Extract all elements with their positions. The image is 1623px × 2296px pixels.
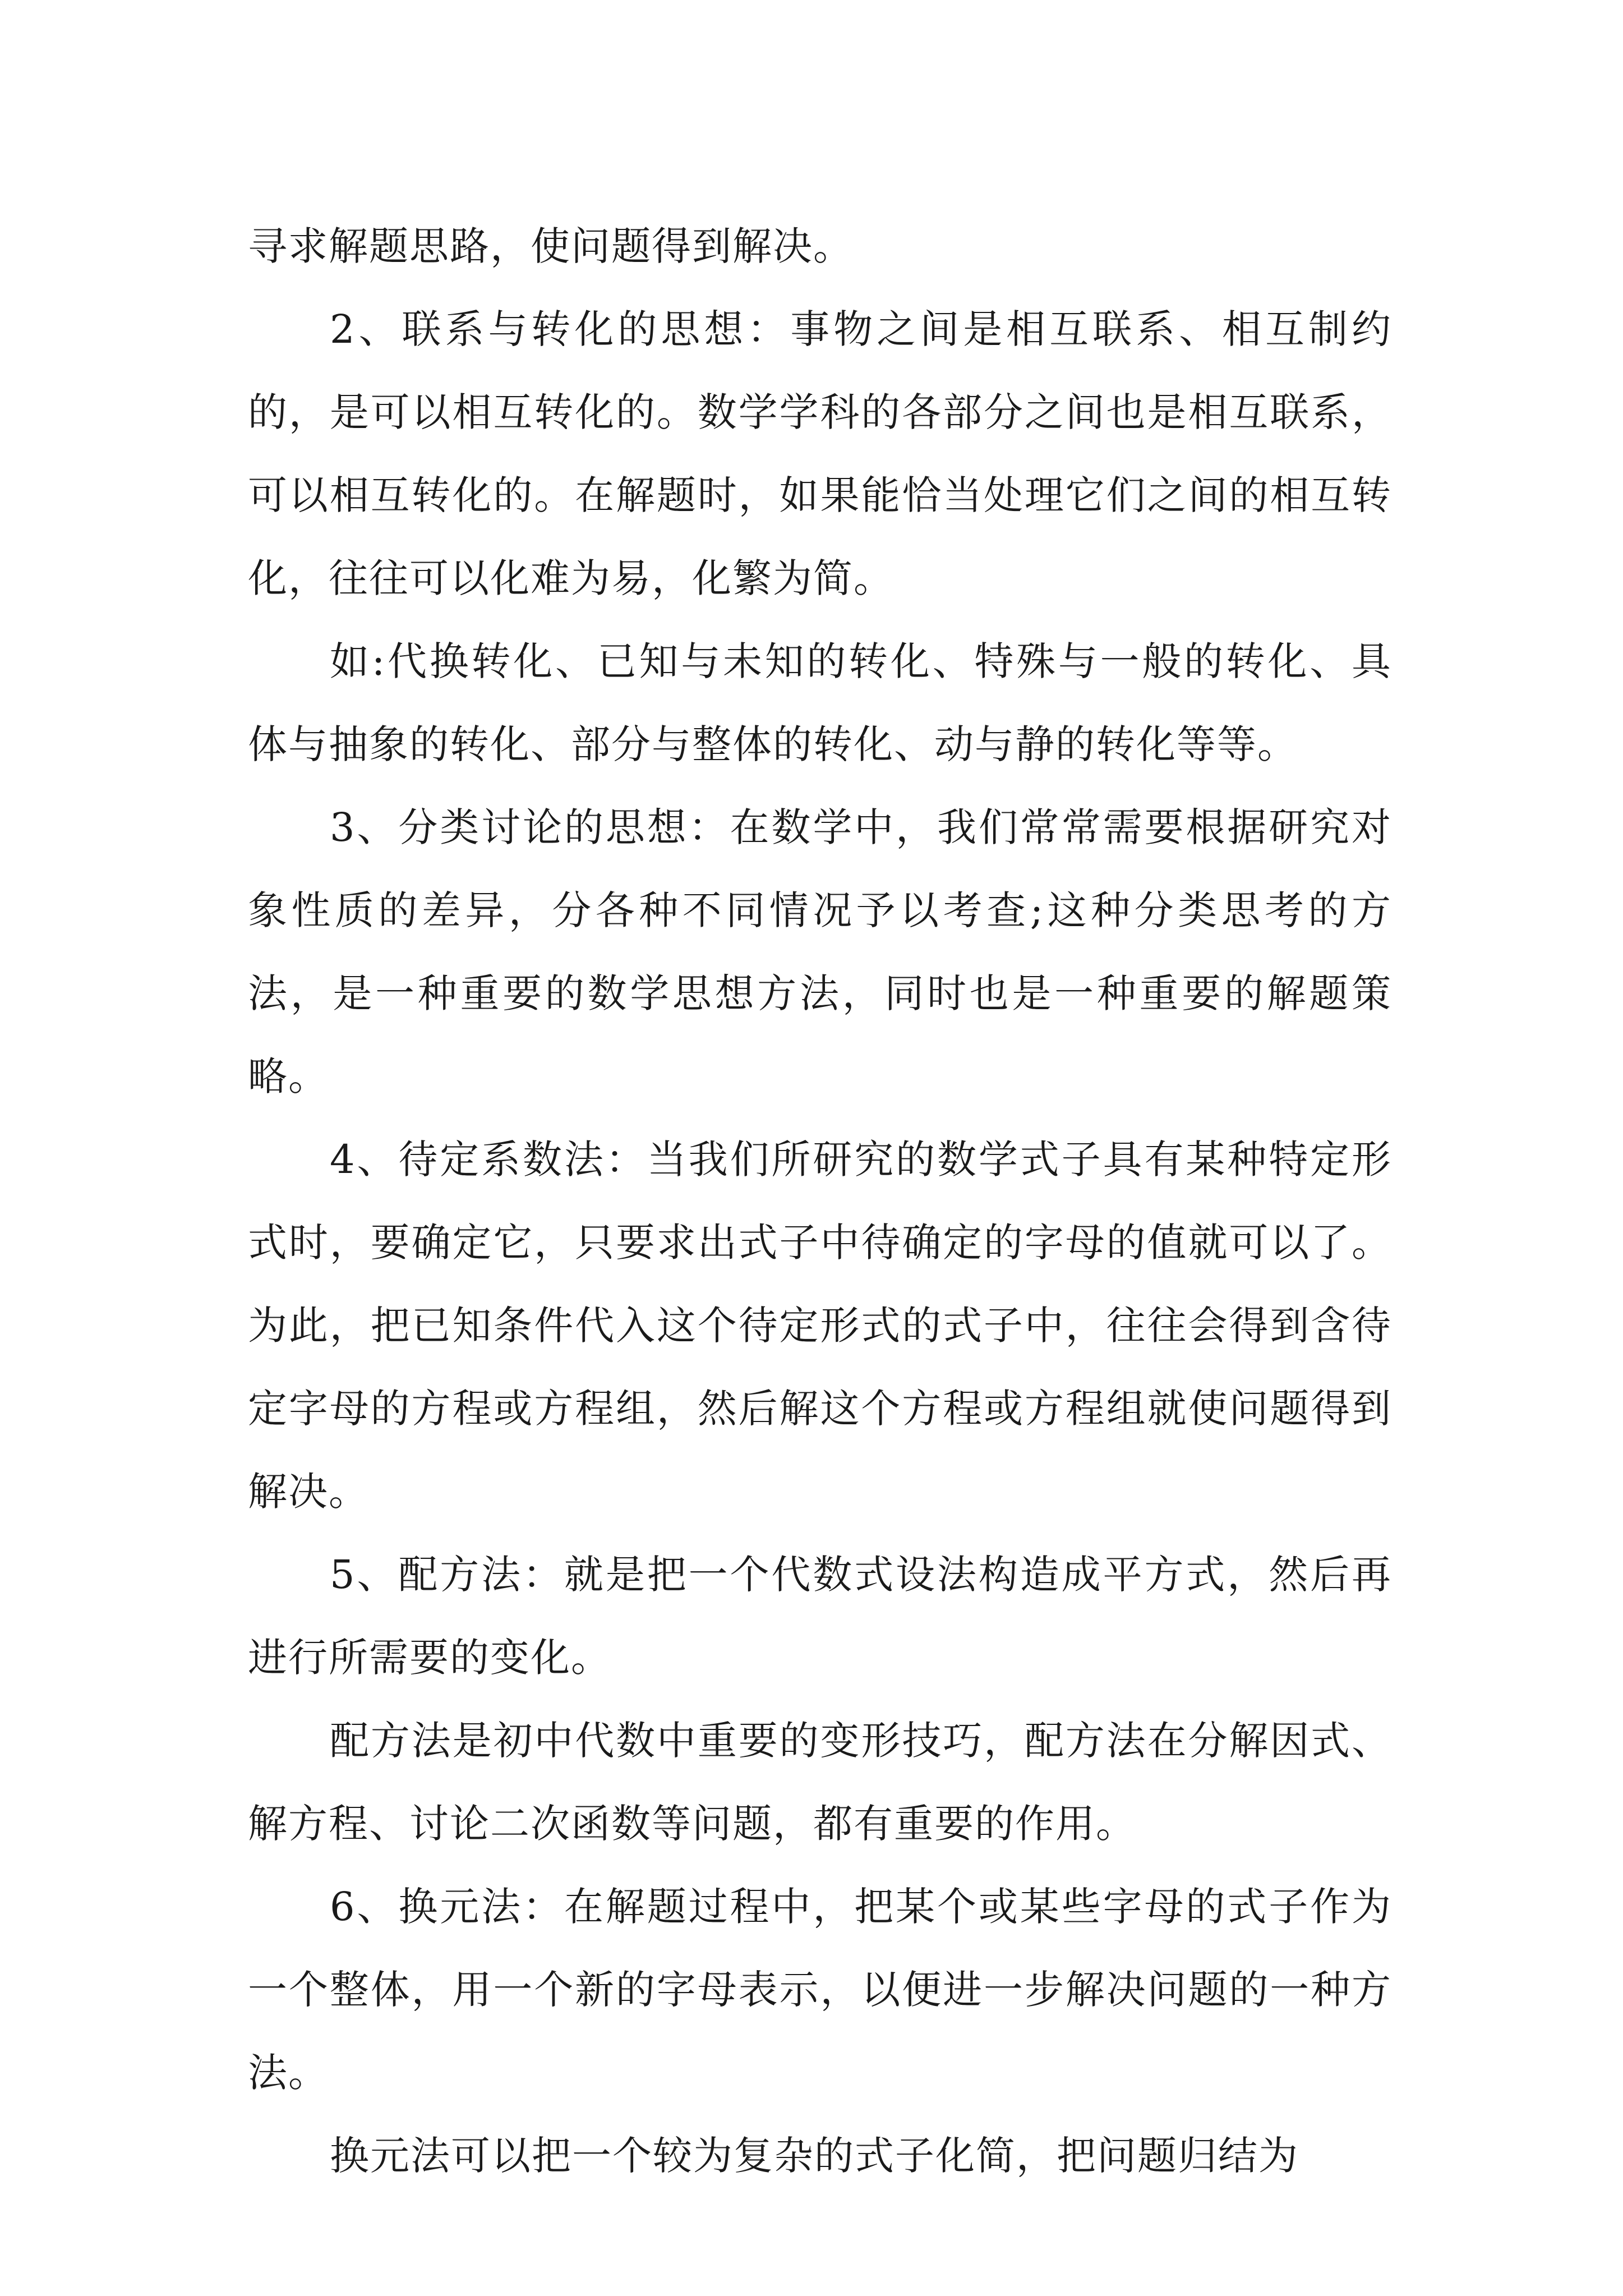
paragraph-completing-square-usage: 配方法是初中代数中重要的变形技巧，配方法在分解因式、解方程、讨论二次函数等问题，都有重要的作用。 <box>248 1718 1392 1847</box>
paragraph-connection-transformation: 2、联系与转化的思想：事物之间是相互联系、相互制约的，是可以相互转化的。数学学科的各部分之间也是相互联系，可以相互转化的。在解题时，如果能恰当处理它们之间的相互转化，往往可以化难为易，化繁为简。 <box>248 306 1392 601</box>
paragraph-transformation-examples: 如:代换转化、已知与未知的转化、特殊与一般的转化、具体与抽象的转化、部分与整体的转化、动与静的转化等等。 <box>248 638 1392 767</box>
paragraph-completing-square: 5、配方法：就是把一个代数式设法构造成平方式，然后再进行所需要的变化。 <box>248 1552 1392 1681</box>
document-body <box>248 205 1392 2197</box>
paragraph-classification-discussion: 3、分类讨论的思想：在数学中，我们常常需要根据研究对象性质的差异，分各种不同情况予以考查;这种分类思考的方法，是一种重要的数学思想方法，同时也是一种重要的解题策略。 <box>248 804 1392 1099</box>
paragraph-undetermined-coefficients: 4、待定系数法：当我们所研究的数学式子具有某种特定形式时，要确定它，只要求出式子中待确定的字母的值就可以了。为此，把已知条件代入这个待定形式的式子中，往往会得到含待定字母的方程或方程组，然后解这个方程或方程组就使问题得到解决。 <box>248 1137 1392 1515</box>
paragraph-continuation: 寻求解题思路，使问题得到解决。 <box>248 223 854 269</box>
paragraph-substitution-usage: 换元法可以把一个较为复杂的式子化简，把问题归结为 <box>330 2133 1299 2179</box>
paragraph-substitution-method: 6、换元法：在解题过程中，把某个或某些字母的式子作为一个整体，用一个新的字母表示，以便进一步解决问题的一种方法。 <box>248 1884 1392 2096</box>
